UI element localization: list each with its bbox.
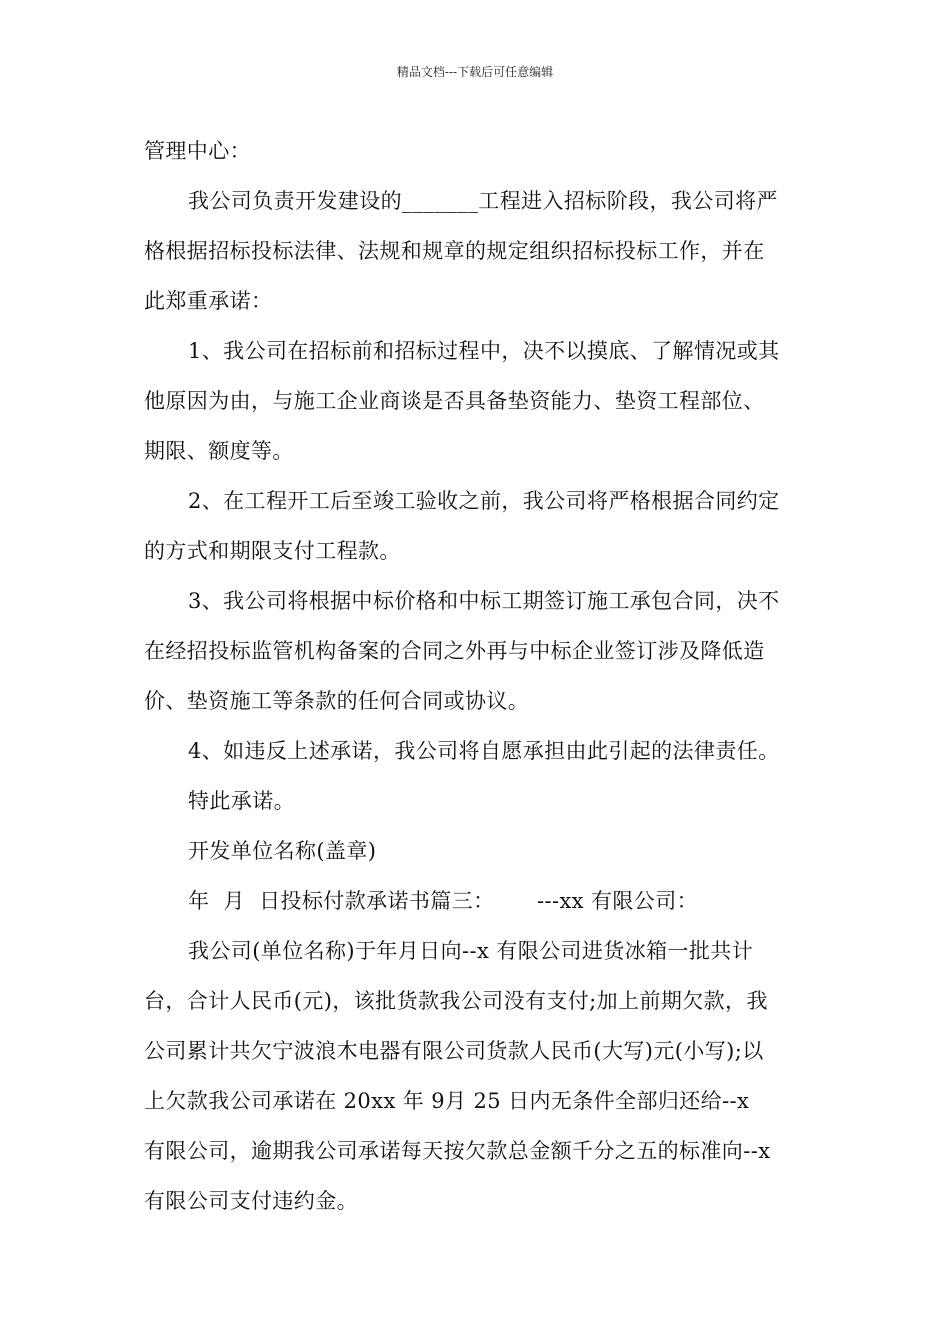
text-line: 我公司负责开发建设的_______工程进入招标阶段，我公司将严 xyxy=(188,189,778,213)
text-line: 价、垫资施工等条款的任何合同或协议。 xyxy=(144,689,530,713)
text-line: 公司累计共欠宁波浪木电器有限公司货款人民币(大写)元(小写);以 xyxy=(144,1039,764,1063)
page-header: 精品文档---下载后可任意编辑 xyxy=(396,65,554,79)
text-line: 2、在工程开工后至竣工验收之前，我公司将严格根据合同约定 xyxy=(188,489,780,513)
text-line: 年 月 日投标付款承诺书篇三： ---xx 有限公司： xyxy=(188,889,698,913)
document-body xyxy=(144,126,810,1226)
text-line: 台，合计人民币(元)，该批货款我公司没有支付;加上前期欠款，我 xyxy=(144,989,768,1013)
text-line: 他原因为由，与施工企业商谈是否具备垫资能力、垫资工程部位、 xyxy=(144,389,765,413)
text-line: 4、如违反上述承诺，我公司将自愿承担由此引起的法律责任。 xyxy=(188,739,780,763)
text-line: 有限公司，逾期我公司承诺每天按欠款总金额千分之五的标准向--x xyxy=(144,1139,771,1163)
text-line: 特此承诺。 xyxy=(188,789,295,813)
text-line: 的方式和期限支付工程款。 xyxy=(144,539,401,563)
text-line: 3、我公司将根据中标价格和中标工期签订施工承包合同，决不 xyxy=(188,589,780,613)
text-line: 管理中心： xyxy=(144,139,251,163)
text-line: 有限公司支付违约金。 xyxy=(144,1189,358,1213)
text-line: 上欠款我公司承诺在 20xx 年 9月 25 日内无条件全部归还给--x xyxy=(144,1089,750,1113)
text-line: 格根据招标投标法律、法规和规章的规定组织招标投标工作，并在 xyxy=(144,239,765,263)
text-line: 期限、额度等。 xyxy=(144,439,294,463)
text-line: 我公司(单位名称)于年月日向--x 有限公司进货冰箱一批共计 xyxy=(188,939,754,963)
text-line: 开发单位名称(盖章) xyxy=(188,839,377,863)
text-line: 此郑重承诺： xyxy=(144,289,273,313)
text-line: 1、我公司在招标前和招标过程中，决不以摸底、了解情况或其 xyxy=(188,339,780,363)
text-line: 在经招投标监管机构备案的合同之外再与中标企业签订涉及降低造 xyxy=(144,639,765,663)
